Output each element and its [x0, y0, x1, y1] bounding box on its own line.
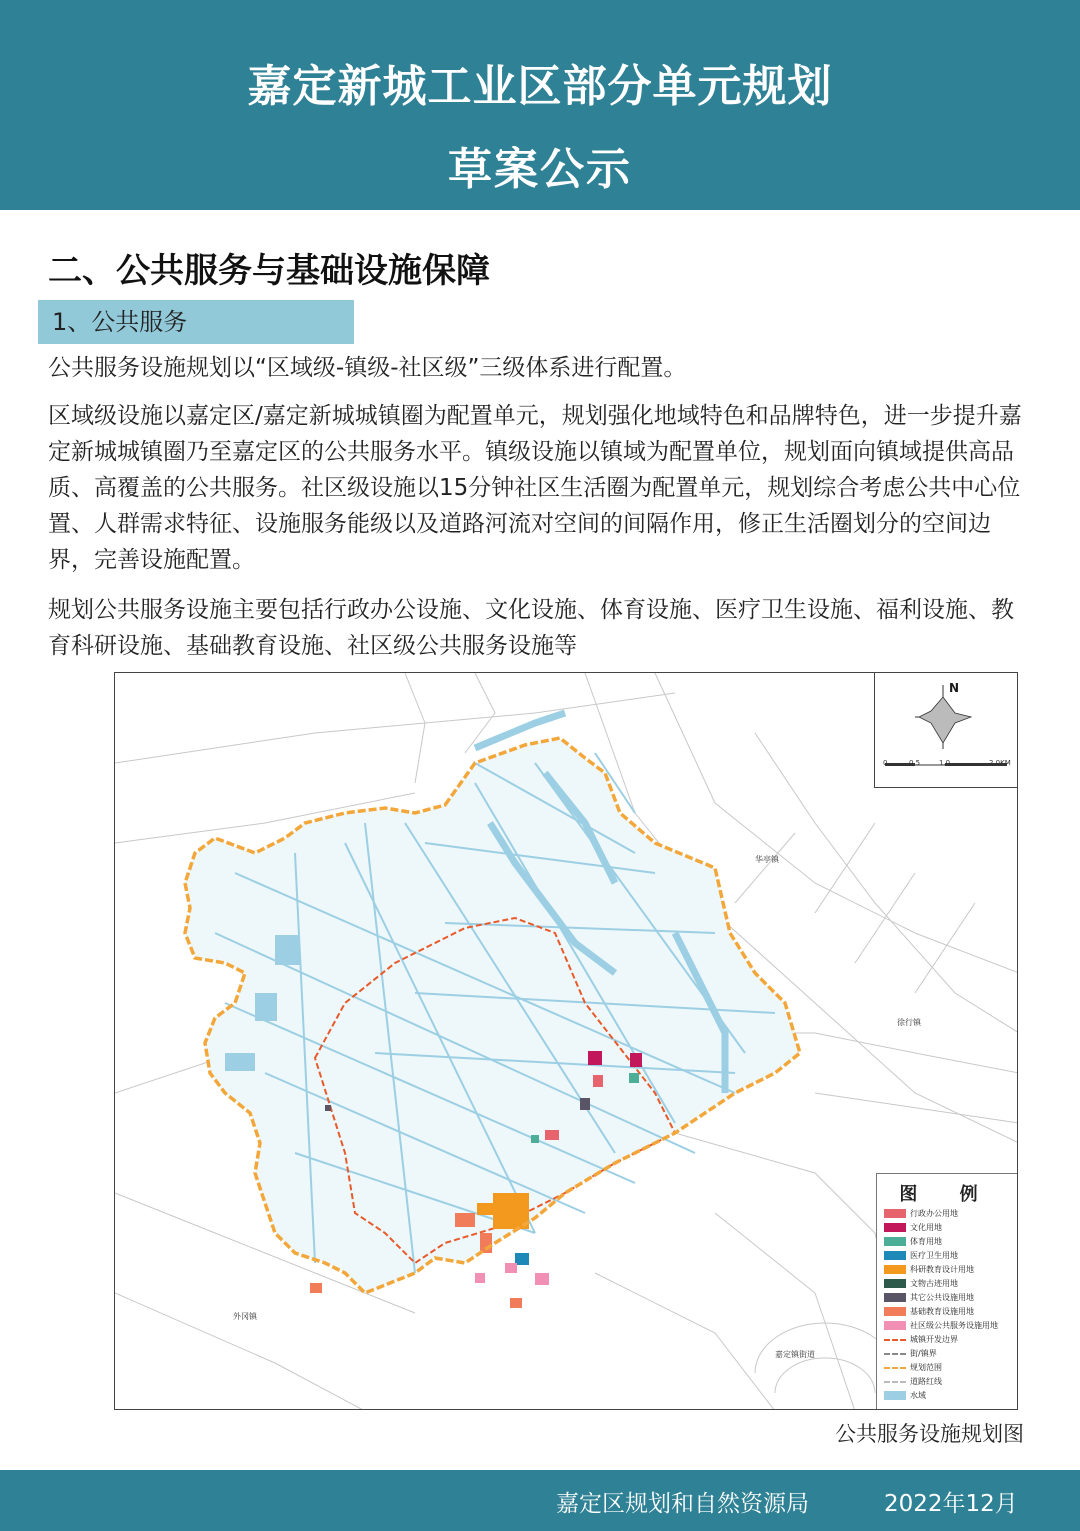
compass-rose-icon: [875, 673, 1018, 787]
legend-item: [884, 1223, 942, 1235]
legend-item: [884, 1363, 942, 1375]
place-label-xuhang: 徐行镇: [897, 1018, 921, 1027]
legend-swatch: [884, 1381, 906, 1383]
legend-label: 其它公共设施用地: [910, 1293, 974, 1302]
section-title: 二、公共服务与基础设施保障: [48, 251, 490, 291]
scale-label-2: 2.0KM: [989, 759, 1011, 767]
subsection-bar: 1、公共服务: [38, 300, 354, 344]
legend-item: [884, 1265, 974, 1277]
legend-item: [884, 1307, 974, 1319]
legend-label: 规划范围: [910, 1363, 942, 1372]
legend-item: [884, 1349, 937, 1361]
compass-box: [874, 673, 1018, 788]
paragraph-2: 区域级设施以嘉定区/嘉定新城城镇圈为配置单元，规划强化地域特色和品牌特色，进一步提升嘉定新城城镇圈乃至嘉定区的公共服务水平。镇级设施以镇域为配置单位，规划面向镇域提供高品质、高覆盖的公共服务。社区级设施以15分钟社区生活圈为配置单元，规划综合考虑公共中心位置、人群需求特征、设施服务能级以及道路河流对空间的间隔作用，修正生活圈划分的空间边界，完善设施配置。: [48, 403, 1022, 573]
footer-date: 2022年12月: [884, 1491, 1018, 1517]
legend-item: [884, 1251, 958, 1263]
scale-label-05: 0.5: [909, 759, 921, 767]
scale-label-1: 1.0: [939, 759, 951, 767]
legend-label: 基础教育设施用地: [910, 1307, 974, 1316]
legend-swatch: [884, 1307, 906, 1316]
legend-label: 科研教育设计用地: [910, 1265, 974, 1274]
legend-label: 体育用地: [910, 1237, 942, 1246]
footer-org: 嘉定区规划和自然资源局: [556, 1491, 809, 1517]
header-banner: [0, 0, 1080, 210]
legend-swatch: [884, 1223, 906, 1232]
legend-item: [884, 1237, 942, 1249]
legend-swatch: [884, 1391, 906, 1400]
legend-swatch: [884, 1209, 906, 1218]
legend-item: [884, 1377, 942, 1389]
legend-swatch: [884, 1293, 906, 1302]
place-label-huating: 华亭镇: [755, 855, 779, 864]
legend-swatch: [884, 1265, 906, 1274]
page-title: 嘉定新城工业区部分单元规划: [247, 61, 833, 112]
legend-label: 文物古迹用地: [910, 1279, 958, 1288]
page-subtitle: 草案公示: [448, 144, 632, 195]
legend-swatch: [884, 1339, 906, 1341]
north-label: N: [949, 681, 960, 695]
scale-label-0: 0: [883, 759, 888, 767]
legend-title: 图 例: [899, 1184, 996, 1205]
footer-bar: [0, 1470, 1080, 1531]
legend-label: 城镇开发边界: [910, 1335, 958, 1344]
legend-swatch: [884, 1237, 906, 1246]
legend-label: 医疗卫生用地: [910, 1251, 958, 1260]
legend-item: [884, 1335, 958, 1347]
place-label-jiading: 嘉定镇街道: [775, 1350, 815, 1359]
legend-label: 行政办公用地: [910, 1209, 958, 1218]
legend-item: [884, 1391, 926, 1403]
legend-swatch: [884, 1321, 906, 1330]
legend-item: [884, 1279, 958, 1291]
legend-label: 道路红线: [910, 1377, 942, 1386]
legend-label: 水域: [910, 1391, 926, 1400]
legend-item: [884, 1293, 974, 1305]
legend-label: 社区级公共服务设施用地: [910, 1321, 998, 1330]
legend-item: [884, 1209, 958, 1221]
legend-swatch: [884, 1279, 906, 1288]
legend-swatch: [884, 1251, 906, 1260]
legend-label: 文化用地: [910, 1223, 942, 1232]
legend-item: [884, 1321, 998, 1333]
legend-label: 街/镇界: [910, 1349, 937, 1358]
paragraph-1: 公共服务设施规划以“区域级-镇级-社区级”三级体系进行配置。: [48, 355, 687, 381]
place-label-waigang: 外冈镇: [233, 1312, 257, 1321]
legend-swatch: [884, 1367, 906, 1369]
map-caption: 公共服务设施规划图: [835, 1422, 1024, 1446]
legend-swatch: [884, 1353, 906, 1355]
map-legend: [876, 1173, 1018, 1410]
paragraph-3: 规划公共服务设施主要包括行政办公设施、文化设施、体育设施、医疗卫生设施、福利设施、教育科研设施、基础教育设施、社区级公共服务设施等: [48, 597, 1014, 659]
planning-map: [114, 672, 1018, 1410]
